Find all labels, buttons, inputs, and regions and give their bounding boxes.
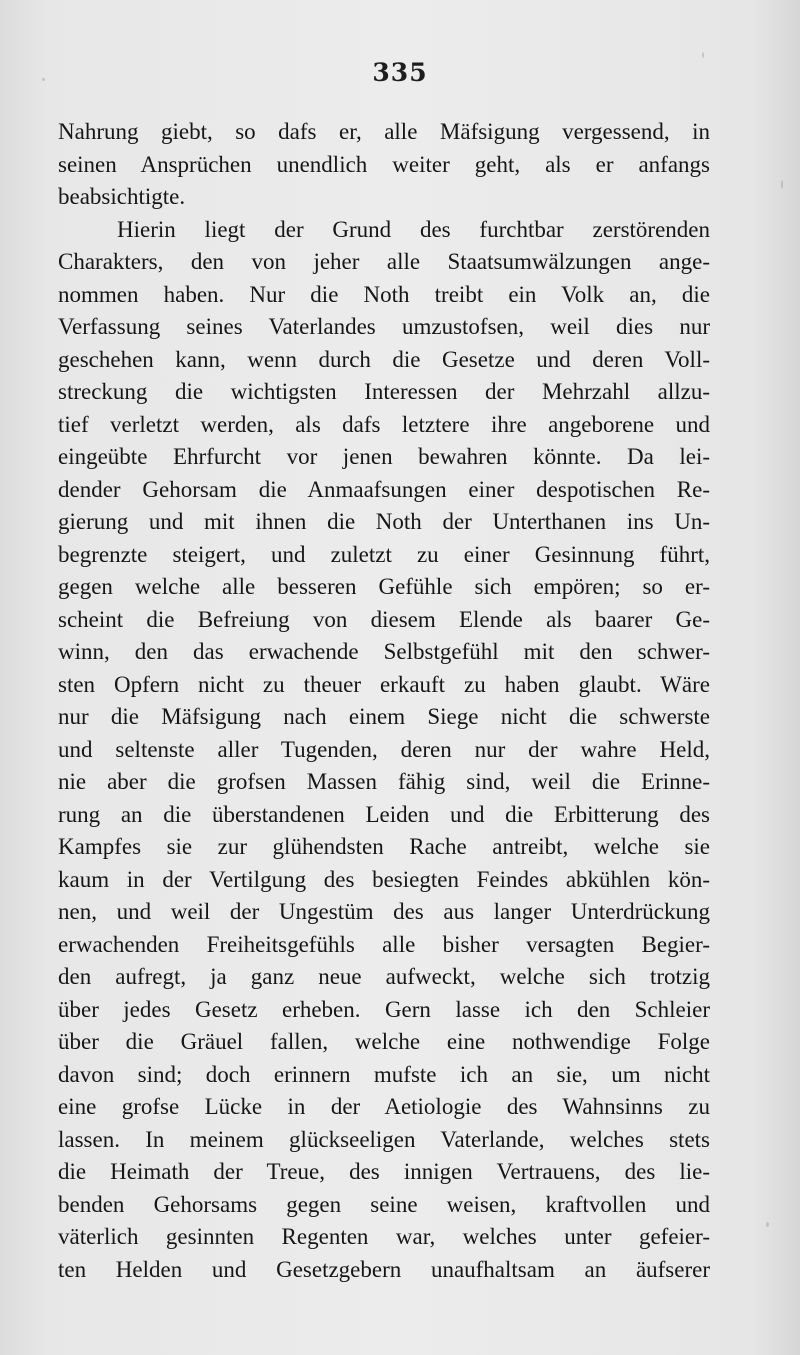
text-line: die Heimath der Treue, des innigen Vertrauens, des lie- — [58, 1159, 710, 1184]
text-line: erwachenden Freiheitsgefühls alle bisher versagten Begier- — [58, 931, 710, 957]
text-line: benden Gehorsams gegen seine weisen, kraftvollen und — [58, 1191, 710, 1217]
text-line: seinen Ansprüchen unendlich weiter geht, als er anfangs — [58, 151, 710, 177]
text-line: tief verletzt werden, als dafs letztere ihre angeborene und — [58, 411, 710, 437]
text-line: Kampfes sie zur glühendsten Rache antreibt, welche sie — [58, 834, 710, 859]
text-line: eingeübte Ehrfurcht vor jenen bewahren könnte. Da lei- — [58, 444, 710, 469]
scan-speck — [42, 78, 45, 81]
text-line: gegen welche alle besseren Gefühle sich empören; so er- — [58, 574, 710, 599]
scan-speck — [702, 52, 704, 58]
text-line: rung an die überstandenen Leiden und die Erbitterung des — [58, 801, 710, 827]
text-line: davon sind; doch erinnern mufste ich an sie, um nicht — [58, 1061, 710, 1087]
scan-speck — [781, 180, 783, 189]
text-line: geschehen kann, wenn durch die Gesetze und deren Voll- — [58, 346, 710, 372]
scan-speck — [766, 1222, 769, 1227]
text-line: väterlich gesinnten Regenten war, welches unter gefeier- — [58, 1224, 710, 1249]
text-line: sten Opfern nicht zu theuer erkauft zu haben glaubt. Wäre — [58, 671, 710, 697]
text-line: über die Gräuel fallen, welche eine nothwendige Folge — [58, 1029, 710, 1054]
text-line: Hierin liegt der Grund des furchtbar zerstörenden — [117, 216, 710, 242]
text-line: nie aber die grofsen Massen fähig sind, weil die Erinne- — [58, 769, 710, 794]
text-line: streckung die wichtigsten Interessen der Mehrzahl allzu- — [58, 379, 710, 404]
text-line: kaum in der Vertilgung des besiegten Feindes abkühlen kön- — [58, 866, 710, 892]
text-line: Nahrung giebt, so dafs er, alle Mäfsigung vergessend, in — [58, 119, 710, 144]
text-line: dender Gehorsam die Anmaafsungen einer despotischen Re- — [58, 476, 710, 502]
text-line: und seltenste aller Tugenden, deren nur der wahre Held, — [58, 736, 710, 762]
text-line: lassen. In meinem glückseeligen Vaterlande, welches stets — [58, 1126, 710, 1152]
text-line: Verfassung seines Vaterlandes umzustofsen, weil dies nur — [58, 314, 710, 339]
text-line: den aufregt, ja ganz neue aufweckt, welche sich trotzig — [58, 964, 710, 989]
text-line: begrenzte steigert, und zuletzt zu einer Gesinnung führt, — [58, 541, 710, 567]
text-line: nommen haben. Nur die Noth treibt ein Volk an, die — [58, 281, 710, 307]
text-line: winn, den das erwachende Selbstgefühl mit den schwer- — [58, 639, 710, 664]
body-text — [58, 116, 710, 1286]
text-line: eine grofse Lücke in der Aetiologie des Wahnsinns zu — [58, 1094, 710, 1119]
text-line: nen, und weil der Ungestüm des aus langer Unterdrückung — [58, 899, 710, 924]
text-line: nur die Mäfsigung nach einem Siege nicht die schwerste — [58, 704, 710, 729]
text-line: über jedes Gesetz erheben. Gern lasse ich den Schleier — [58, 996, 710, 1022]
text-line: Charakters, den von jeher alle Staatsumwälzungen ange- — [58, 249, 710, 274]
page-number: 335 — [372, 58, 428, 87]
text-line: scheint die Befreiung von diesem Elende als baarer Ge- — [58, 606, 710, 632]
text-line: ten Helden und Gesetzgebern unaufhaltsam an äufserer — [58, 1256, 710, 1282]
text-line: beabsichtigte. — [58, 184, 186, 209]
text-line: gierung und mit ihnen die Noth der Unterthanen ins Un- — [58, 509, 710, 534]
